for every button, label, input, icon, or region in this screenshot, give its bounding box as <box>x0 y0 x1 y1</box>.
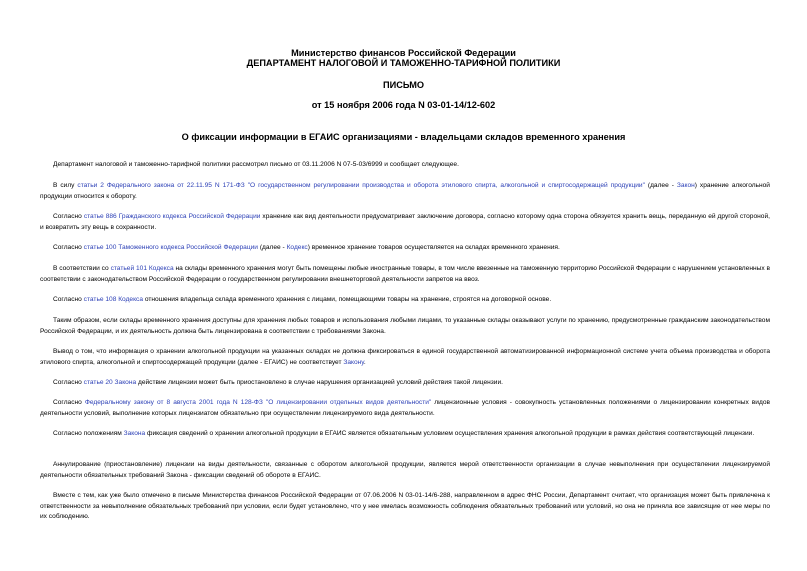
paragraph-text: В силу <box>53 182 78 189</box>
customs-code-article-100-link[interactable]: статье 100 Таможенного кодекса Российской Федерации <box>83 244 258 251</box>
paragraph-text: хранение как вид деятельности предусматривает заключение договора, согласно которому одна сторона обязуется хранить вещь, переданную ей другой стороной, и возвратить эту вещь в сохранности. <box>40 213 770 231</box>
paragraph <box>40 491 770 523</box>
paragraph-text: Таким образом, если склады временного хранения доступны для хранения любых товаров и использования любыми лицами, то указанные склады оказывают услуги по хранению, предусмотренные гражданским законодательством Российской Федерации, и их деятельность должна быть лицензирована в соответствии с требованиями Закона. <box>40 317 770 335</box>
paragraph-text: . <box>363 358 366 366</box>
law-link[interactable]: Закона <box>123 430 146 437</box>
paragraph <box>40 429 770 440</box>
paragraph-text: отношения владельца склада временного хранения с лицами, помещающими товары на хранение, строятся на договорной основе. <box>143 296 552 303</box>
paragraph-text: Согласно <box>53 399 85 406</box>
law-article-20-link[interactable]: статье 20 Закона <box>83 379 137 386</box>
law-article-2-link[interactable]: статьи 2 Федерального закона от 22.11.95 N 171-ФЗ "О государственном регулировании производства и оборота этилового спирта, алкогольной и спиртосодержащей продукции" <box>77 182 645 189</box>
code-article-101-link[interactable]: статьей 101 Кодекса <box>110 265 174 272</box>
paragraph-text: лицензионные условия - совокупность установленных положениями о лицензировании конкретных видов деятельности условий, выполнение которых лицензиатом обязательно при осуществлении лицензируемого вида деятельности. <box>40 399 770 417</box>
paragraph-text: на склады временного хранения могут быть помещены любые иностранные товары, в том числе ввезенные на таможенную территорию Российской Федерации с нарушением установленных в соответствии с законодательством Российской Федерации о государственном регулировании внешнеторговой деятельности запретов на ввоз. <box>40 265 770 283</box>
paragraph <box>40 378 770 389</box>
document-date-number: от 15 ноября 2006 года N 03-01-14/12-602 <box>311 100 496 110</box>
paragraph-text: Вместе с тем, как уже было отмечено в письме Министерства финансов Российской Федерации от 07.06.2006 N 03-01-14/6-288, направленном в адрес ФНС России, Департамент считает, что организация может быть привлечена к ответственности за невыполнение обязательных требований при условии, если будет установлено, что у нее имелась возможность соблюдения обязательных требований или условий, но она не приняла все зависящие от нее меры по их соблюдению. <box>40 492 770 521</box>
paragraph <box>40 243 770 254</box>
ministry-title: Министерство финансов Российской Федерации <box>291 48 516 58</box>
document-subject: О фиксации информации в ЕГАИС организациями - владельцами складов временного хранения <box>181 132 626 142</box>
paragraph <box>40 264 770 285</box>
paragraph <box>40 181 770 202</box>
paragraph <box>40 295 770 306</box>
paragraph-text: Согласно <box>53 244 84 251</box>
paragraph <box>40 212 770 233</box>
code-link[interactable]: Кодекс <box>286 244 308 251</box>
department-title: ДЕПАРТАМЕНТ НАЛОГОВОЙ И ТАМОЖЕННО-ТАРИФНОЙ ПОЛИТИКИ <box>246 58 561 68</box>
licensing-law-link[interactable]: Федеральному закону от 8 августа 2001 года N 128-ФЗ "О лицензировании отдельных видов деятельности" <box>84 399 432 406</box>
paragraph-text: ) временное хранение товаров осуществляется на складах временного хранения. <box>307 244 560 251</box>
law-link[interactable]: Закон <box>676 182 695 189</box>
paragraph-text: Вывод о том, что информация о хранении алкогольной продукции на указанных складах не должна фиксироваться в единой государственной автоматизированной информационной системе учета объема производства и оборота этилового спирта, алкогольной и спиртосодержащей продукции (далее - ЕГАИС) не соответствует <box>40 348 770 366</box>
paragraph <box>40 347 770 368</box>
paragraph <box>40 460 770 481</box>
document-type: ПИСЬМО <box>382 80 425 90</box>
paragraph-text: Согласно <box>53 213 84 220</box>
paragraph-text: Департамент налоговой и таможенно-тарифной политики рассмотрел письмо от 03.11.2006 N 07-5-03/6999 и сообщает следующее. <box>53 161 459 168</box>
paragraph-text: Аннулирование (приостановление) лицензии на виды деятельности, связанные с оборотом алкогольной продукции, является мерой ответственности организации в случае невыполнения при осуществлении лицензируемой деятельности обязательных требований Закона - фиксации сведений об обороте в ЕГАИС. <box>40 461 770 479</box>
paragraph-text: действие лицензии может быть приостановлено в случае нарушения организацией условий действия такой лицензии. <box>136 379 503 386</box>
paragraph-text: В соответствии со <box>53 265 111 272</box>
paragraph-text: ) хранение алкогольной продукции относится к обороту. <box>40 182 770 200</box>
paragraph <box>40 160 770 171</box>
civil-code-article-886-link[interactable]: статье 886 Гражданского кодекса Российской Федерации <box>83 213 261 220</box>
paragraph <box>40 316 770 337</box>
law-link[interactable]: Закону <box>343 358 364 366</box>
paragraph-text: Согласно <box>53 296 84 303</box>
paragraph-text: Согласно положениям <box>53 430 124 437</box>
paragraph-text: фиксация сведений о хранении алкогольной продукции в ЕГАИС является обязательным условием осуществления хранения алкогольной продукции в рамках действия соответствующей лицензии. <box>145 430 755 437</box>
code-article-108-link[interactable]: статье 108 Кодекса <box>83 296 144 303</box>
paragraph-text: (далее - <box>257 244 287 251</box>
paragraph-text: (далее - <box>644 182 677 189</box>
paragraph-text: Согласно <box>53 379 84 386</box>
paragraph <box>40 398 770 419</box>
